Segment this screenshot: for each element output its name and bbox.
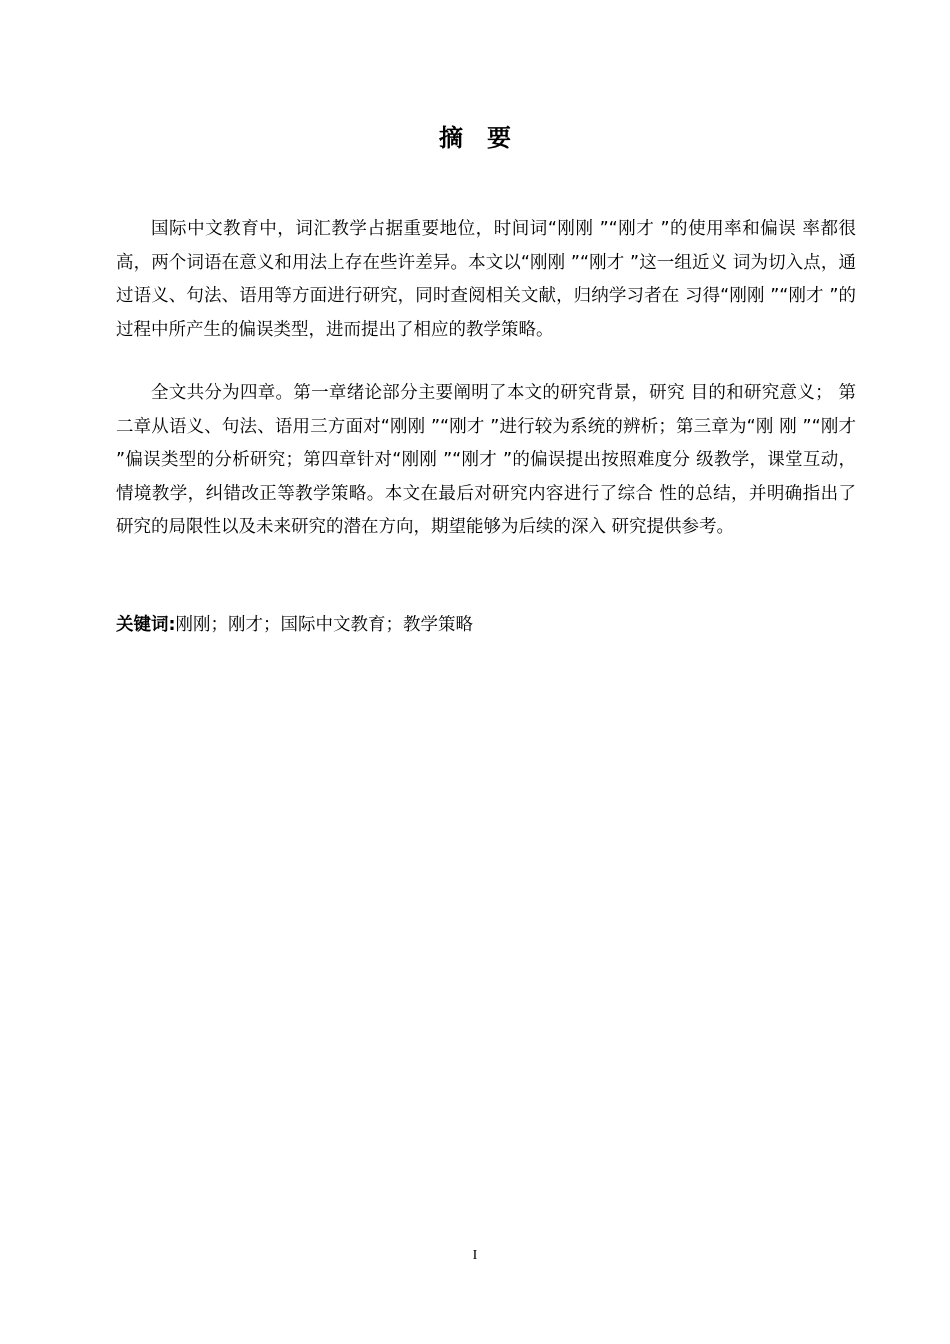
abstract-paragraph-2: 全文共分为四章。第一章绪论部分主要阐明了本文的研究背景，研究 目的和研究意义； 第二章从语义、句法、语用三方面对“刚刚 ”“刚才 ”进行较为系统的辨析；第三章为“刚 刚 ”“刚才 ”偏误类型的分析研究；第四章针对“刚刚 ”“刚才 ”的偏误提出按照难度分 级教学，课堂互动，情境教学，纠错改正等教学策略。本文在最后对研究内容进行了综合 性的总结，并明确指出了研究的局限性以及未来研究的潜在方向，期望能够为后续的深入 研究提供参考。 xyxy=(116,383,856,537)
keywords-line xyxy=(116,610,856,640)
page-number: I xyxy=(472,1248,478,1263)
abstract-body-paragraph-2-container xyxy=(116,377,856,545)
abstract-paragraph-1: 国际中文教育中，词汇教学占据重要地位，时间词“刚刚 ”“刚才 ”的使用率和偏误 率都很高，两个词语在意义和用法上存在些许差异。本文以“刚刚 ”“刚才 ”这一组近义 词为切入点，通过语义、句法、语用等方面进行研究，同时查阅相关文献，归纳学习者在 习得“刚刚 ”“刚才 ”的过程中所产生的偏误类型，进而提出了相应的教学策略。 xyxy=(116,219,856,340)
abstract-body-paragraph-1-container xyxy=(116,213,856,347)
keywords-label: 关键词: xyxy=(116,615,176,635)
abstract-title: 摘 要 xyxy=(439,124,511,152)
keywords-text: 刚刚；刚才；国际中文教育；教学策略 xyxy=(175,615,473,635)
